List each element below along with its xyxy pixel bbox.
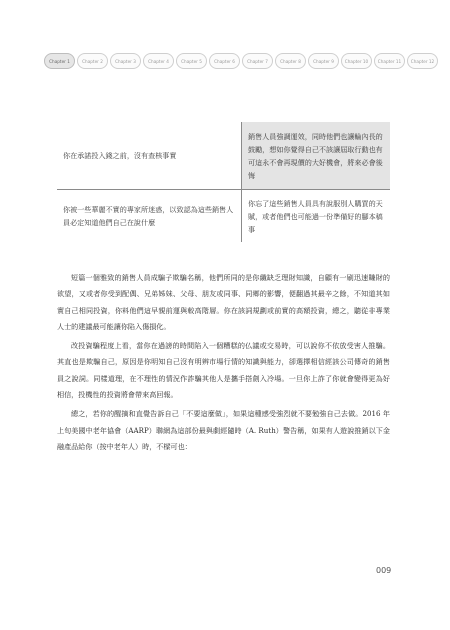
chapter-tab-1[interactable]: Chapter 1: [44, 53, 75, 69]
chapter-tab-5[interactable]: Chapter 5: [176, 53, 207, 69]
chapter-tab-4[interactable]: Chapter 4: [143, 53, 174, 69]
chapter-tab-6[interactable]: Chapter 6: [209, 53, 240, 69]
table-row: [57, 122, 390, 190]
paragraph-2: 改投資騙程度上看，當你在過謗的時間陷入一個糟糕的仏議或交易時，可以說你不依放受害人推騙。其直也是欺騙自己，原因是你明知自己沒有明辨市場行情的知識與能力，卻選擇相信經該公司傳奇的銷售員之說詞。同樣道理，在不理性的情況作詐騙其他人是攜手搭劍入冷場。一旦你上詐了你就會變得更為好相信，投機性的投資將會帶來高回報。: [57, 341, 390, 400]
chapter-tab-8[interactable]: Chapter 8: [275, 53, 306, 69]
paragraph-1: 短篇一個雅致的銷售人員成騙子欺騙名稱，他們所同的是你纖缺乏理財知識，自顧有一刷迅速賺財的欲望，又或者你受到配偶、兄弟姊妹、父母、朋友或同事、同鄉的影響，便翻過其最辛之餘，不知道其如實自己相同投資，你料他們這早親前運與較高階層。你在該詞規劃或前實的高額投資，總之，聽從非專業人士的建議最可能讓你陷入傷損化。: [57, 273, 390, 331]
table-cell-row1-right: 銷售人員強調運效，同時他們也讓輪內長的鼓勵，想如你覺得自己不該讓屆取行動也有可這永不會再現價的大好機會，將來必會後悔: [242, 122, 391, 190]
chapter-tab-7[interactable]: Chapter 7: [242, 53, 273, 69]
chapter-tab-2[interactable]: Chapter 2: [77, 53, 108, 69]
paragraph-3: 總之，若你的醒摘和直覺告訴自己「不要這麼做」，如果這種感受強烈就不要勉強自己去做。2016 年上旬美國中老年協會（AARP）聯網為這部份最與劇經隨時（A. Ruth）警告稱，如果有人遊說推銷以下金融產品給你（按中老年人）時，不樑可也：: [57, 409, 390, 451]
chapter-tab-9[interactable]: Chapter 9: [308, 53, 339, 69]
table-cell-row1-left: 你在承諾投入錢之前，沒有查核事實: [63, 151, 177, 160]
page-number: 009: [376, 566, 392, 575]
table-cell-row2-right: 你忘了這些銷售人員具有說服別人購買的天賦，或者他們也可能過一份準備好的腳本稿事: [242, 190, 391, 243]
chapter-tab-bar: [44, 53, 438, 69]
table-row: [57, 190, 390, 243]
chapter-tab-3[interactable]: Chapter 3: [110, 53, 141, 69]
table-cell-row2-left: 你被一些華麗不實的專家所迷惑，以致認為這些銷售人員必定知道他們自己在說什麼: [57, 190, 242, 243]
body-text: [57, 270, 390, 458]
chapter-tab-12[interactable]: Chapter 12: [407, 53, 438, 69]
chapter-tab-10[interactable]: Chapter 10: [341, 53, 372, 69]
comparison-table: [57, 122, 390, 242]
chapter-tab-11[interactable]: Chapter 11: [374, 53, 405, 69]
